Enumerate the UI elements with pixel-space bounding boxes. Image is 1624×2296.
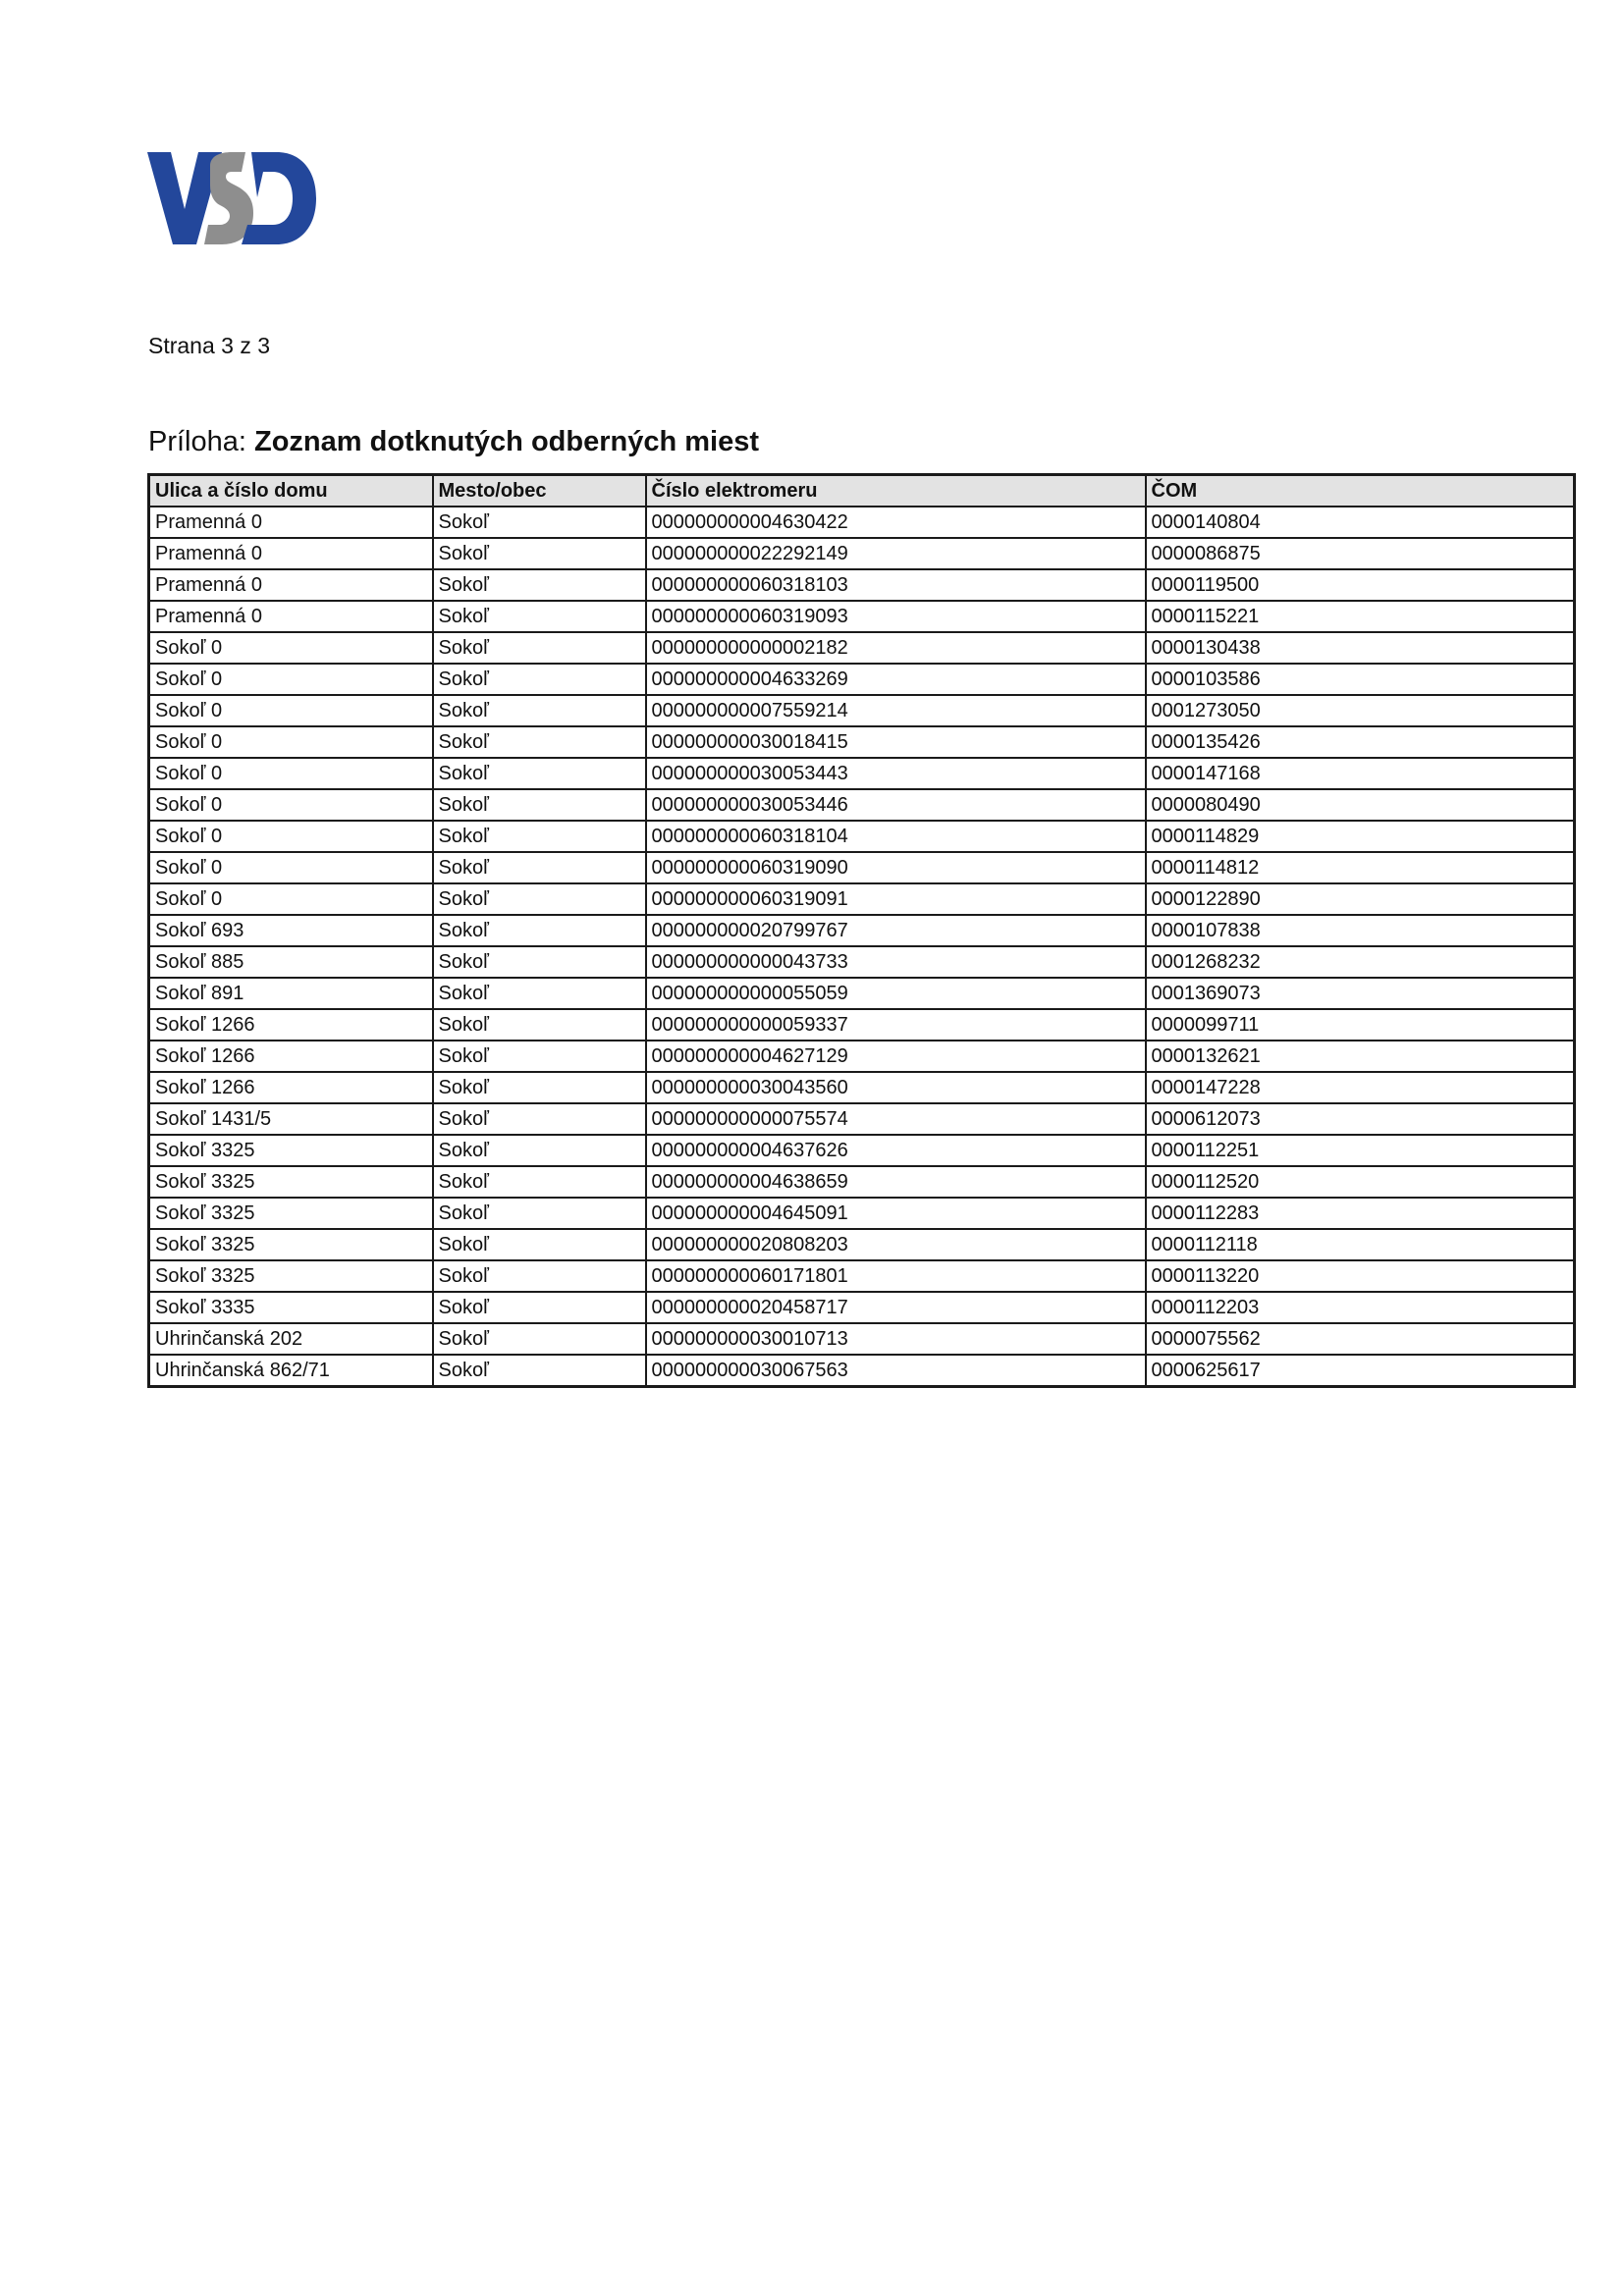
cell-com: 0000625617 — [1146, 1355, 1575, 1387]
logo-letter-d — [242, 152, 316, 244]
cell-city: Sokoľ — [433, 1292, 646, 1323]
cell-com: 0000147228 — [1146, 1072, 1575, 1103]
cell-city: Sokoľ — [433, 1166, 646, 1198]
attachment-heading — [148, 424, 759, 459]
cell-street: Pramenná 0 — [149, 538, 433, 569]
table-row — [149, 1041, 1575, 1072]
cell-street: Sokoľ 693 — [149, 915, 433, 946]
cell-com: 0000112118 — [1146, 1229, 1575, 1260]
table-row — [149, 664, 1575, 695]
cell-meter-number: 000000000004633269 — [646, 664, 1146, 695]
cell-street: Sokoľ 1431/5 — [149, 1103, 433, 1135]
column-header-street: Ulica a číslo domu — [149, 475, 433, 507]
table-row — [149, 758, 1575, 789]
cell-meter-number: 000000000060319091 — [646, 883, 1146, 915]
cell-com: 0000112203 — [1146, 1292, 1575, 1323]
table-row — [149, 789, 1575, 821]
column-header-meter-number: Číslo elektromeru — [646, 475, 1146, 507]
cell-com: 0000130438 — [1146, 632, 1575, 664]
cell-com: 0000103586 — [1146, 664, 1575, 695]
cell-city: Sokoľ — [433, 507, 646, 538]
cell-city: Sokoľ — [433, 695, 646, 726]
cell-com: 0001369073 — [1146, 978, 1575, 1009]
table-row — [149, 1198, 1575, 1229]
cell-city: Sokoľ — [433, 883, 646, 915]
cell-street: Sokoľ 3325 — [149, 1229, 433, 1260]
cell-city: Sokoľ — [433, 1135, 646, 1166]
cell-street: Sokoľ 0 — [149, 632, 433, 664]
table-body — [149, 507, 1575, 1387]
company-logo — [147, 152, 316, 246]
table-row — [149, 1260, 1575, 1292]
cell-meter-number: 000000000030067563 — [646, 1355, 1146, 1387]
table-row — [149, 1229, 1575, 1260]
table-row — [149, 1103, 1575, 1135]
cell-street: Sokoľ 0 — [149, 726, 433, 758]
table-row — [149, 1166, 1575, 1198]
table-row — [149, 946, 1575, 978]
cell-com: 0001273050 — [1146, 695, 1575, 726]
cell-meter-number: 000000000000075574 — [646, 1103, 1146, 1135]
table-row — [149, 1009, 1575, 1041]
cell-street: Sokoľ 3325 — [149, 1166, 433, 1198]
cell-com: 0000113220 — [1146, 1260, 1575, 1292]
cell-com: 0000099711 — [1146, 1009, 1575, 1041]
table-row — [149, 569, 1575, 601]
cell-street: Sokoľ 0 — [149, 789, 433, 821]
cell-meter-number: 000000000060318103 — [646, 569, 1146, 601]
cell-com: 0000135426 — [1146, 726, 1575, 758]
cell-com: 0000080490 — [1146, 789, 1575, 821]
cell-city: Sokoľ — [433, 538, 646, 569]
cell-city: Sokoľ — [433, 978, 646, 1009]
table-row — [149, 1323, 1575, 1355]
affected-supply-points-table — [147, 473, 1576, 1388]
table-row — [149, 507, 1575, 538]
cell-street: Pramenná 0 — [149, 507, 433, 538]
cell-com: 0000075562 — [1146, 1323, 1575, 1355]
cell-meter-number: 000000000030010713 — [646, 1323, 1146, 1355]
page-number: Strana 3 z 3 — [148, 333, 271, 358]
cell-street: Sokoľ 0 — [149, 695, 433, 726]
cell-street: Sokoľ 3325 — [149, 1260, 433, 1292]
cell-meter-number: 000000000020799767 — [646, 915, 1146, 946]
column-header-com: ČOM — [1146, 475, 1575, 507]
cell-meter-number: 000000000030053446 — [646, 789, 1146, 821]
cell-meter-number: 000000000030018415 — [646, 726, 1146, 758]
cell-com: 0000112283 — [1146, 1198, 1575, 1229]
cell-meter-number: 000000000060319093 — [646, 601, 1146, 632]
cell-meter-number: 000000000000002182 — [646, 632, 1146, 664]
cell-com: 0000119500 — [1146, 569, 1575, 601]
cell-street: Sokoľ 0 — [149, 664, 433, 695]
cell-street: Sokoľ 891 — [149, 978, 433, 1009]
cell-city: Sokoľ — [433, 821, 646, 852]
cell-street: Sokoľ 1266 — [149, 1009, 433, 1041]
table-row — [149, 978, 1575, 1009]
cell-city: Sokoľ — [433, 1041, 646, 1072]
cell-meter-number: 000000000004645091 — [646, 1198, 1146, 1229]
cell-city: Sokoľ — [433, 1260, 646, 1292]
cell-meter-number: 000000000060171801 — [646, 1260, 1146, 1292]
cell-city: Sokoľ — [433, 946, 646, 978]
cell-city: Sokoľ — [433, 726, 646, 758]
cell-com: 0000147168 — [1146, 758, 1575, 789]
table-row — [149, 1072, 1575, 1103]
cell-street: Pramenná 0 — [149, 601, 433, 632]
cell-com: 0000115221 — [1146, 601, 1575, 632]
cell-meter-number: 000000000020808203 — [646, 1229, 1146, 1260]
table-row — [149, 538, 1575, 569]
cell-com: 0000114812 — [1146, 852, 1575, 883]
cell-city: Sokoľ — [433, 601, 646, 632]
cell-com: 0000114829 — [1146, 821, 1575, 852]
cell-street: Sokoľ 885 — [149, 946, 433, 978]
cell-street: Sokoľ 3325 — [149, 1135, 433, 1166]
cell-street: Uhrinčanská 202 — [149, 1323, 433, 1355]
cell-com: 0000112251 — [1146, 1135, 1575, 1166]
cell-street: Sokoľ 1266 — [149, 1041, 433, 1072]
cell-com: 0000112520 — [1146, 1166, 1575, 1198]
cell-street: Sokoľ 0 — [149, 883, 433, 915]
cell-street: Sokoľ 3325 — [149, 1198, 433, 1229]
cell-meter-number: 000000000007559214 — [646, 695, 1146, 726]
cell-street: Sokoľ 0 — [149, 758, 433, 789]
cell-city: Sokoľ — [433, 1355, 646, 1387]
cell-meter-number: 000000000000055059 — [646, 978, 1146, 1009]
cell-com: 0000086875 — [1146, 538, 1575, 569]
column-header-city: Mesto/obec — [433, 475, 646, 507]
cell-street: Sokoľ 0 — [149, 821, 433, 852]
cell-com: 0000612073 — [1146, 1103, 1575, 1135]
cell-city: Sokoľ — [433, 758, 646, 789]
cell-meter-number: 000000000000043733 — [646, 946, 1146, 978]
cell-street: Sokoľ 0 — [149, 852, 433, 883]
cell-meter-number: 000000000022292149 — [646, 538, 1146, 569]
cell-city: Sokoľ — [433, 1072, 646, 1103]
cell-meter-number: 000000000004630422 — [646, 507, 1146, 538]
attachment-title: Zoznam dotknutých odberných miest — [254, 426, 759, 457]
cell-com: 0001268232 — [1146, 946, 1575, 978]
cell-city: Sokoľ — [433, 1198, 646, 1229]
cell-meter-number: 000000000060318104 — [646, 821, 1146, 852]
cell-city: Sokoľ — [433, 632, 646, 664]
table-row — [149, 821, 1575, 852]
cell-city: Sokoľ — [433, 789, 646, 821]
cell-city: Sokoľ — [433, 1323, 646, 1355]
cell-meter-number: 000000000020458717 — [646, 1292, 1146, 1323]
cell-city: Sokoľ — [433, 1009, 646, 1041]
cell-com: 0000122890 — [1146, 883, 1575, 915]
attachment-prefix: Príloha: — [148, 426, 254, 457]
table-row — [149, 1292, 1575, 1323]
cell-meter-number: 000000000000059337 — [646, 1009, 1146, 1041]
table-row — [149, 883, 1575, 915]
cell-meter-number: 000000000004627129 — [646, 1041, 1146, 1072]
table-row — [149, 726, 1575, 758]
cell-city: Sokoľ — [433, 915, 646, 946]
cell-meter-number: 000000000004637626 — [646, 1135, 1146, 1166]
table-header-row — [149, 475, 1575, 507]
table-row — [149, 1135, 1575, 1166]
cell-city: Sokoľ — [433, 852, 646, 883]
table-row — [149, 632, 1575, 664]
table-row — [149, 1355, 1575, 1387]
cell-meter-number: 000000000060319090 — [646, 852, 1146, 883]
cell-meter-number: 000000000030053443 — [646, 758, 1146, 789]
cell-street: Uhrinčanská 862/71 — [149, 1355, 433, 1387]
cell-com: 0000107838 — [1146, 915, 1575, 946]
table-row — [149, 695, 1575, 726]
cell-street: Sokoľ 3335 — [149, 1292, 433, 1323]
cell-city: Sokoľ — [433, 569, 646, 601]
cell-meter-number: 000000000004638659 — [646, 1166, 1146, 1198]
cell-com: 0000132621 — [1146, 1041, 1575, 1072]
cell-com: 0000140804 — [1146, 507, 1575, 538]
cell-meter-number: 000000000030043560 — [646, 1072, 1146, 1103]
table-row — [149, 915, 1575, 946]
table-row — [149, 852, 1575, 883]
cell-street: Pramenná 0 — [149, 569, 433, 601]
cell-city: Sokoľ — [433, 1229, 646, 1260]
table-row — [149, 601, 1575, 632]
cell-city: Sokoľ — [433, 1103, 646, 1135]
cell-street: Sokoľ 1266 — [149, 1072, 433, 1103]
cell-city: Sokoľ — [433, 664, 646, 695]
